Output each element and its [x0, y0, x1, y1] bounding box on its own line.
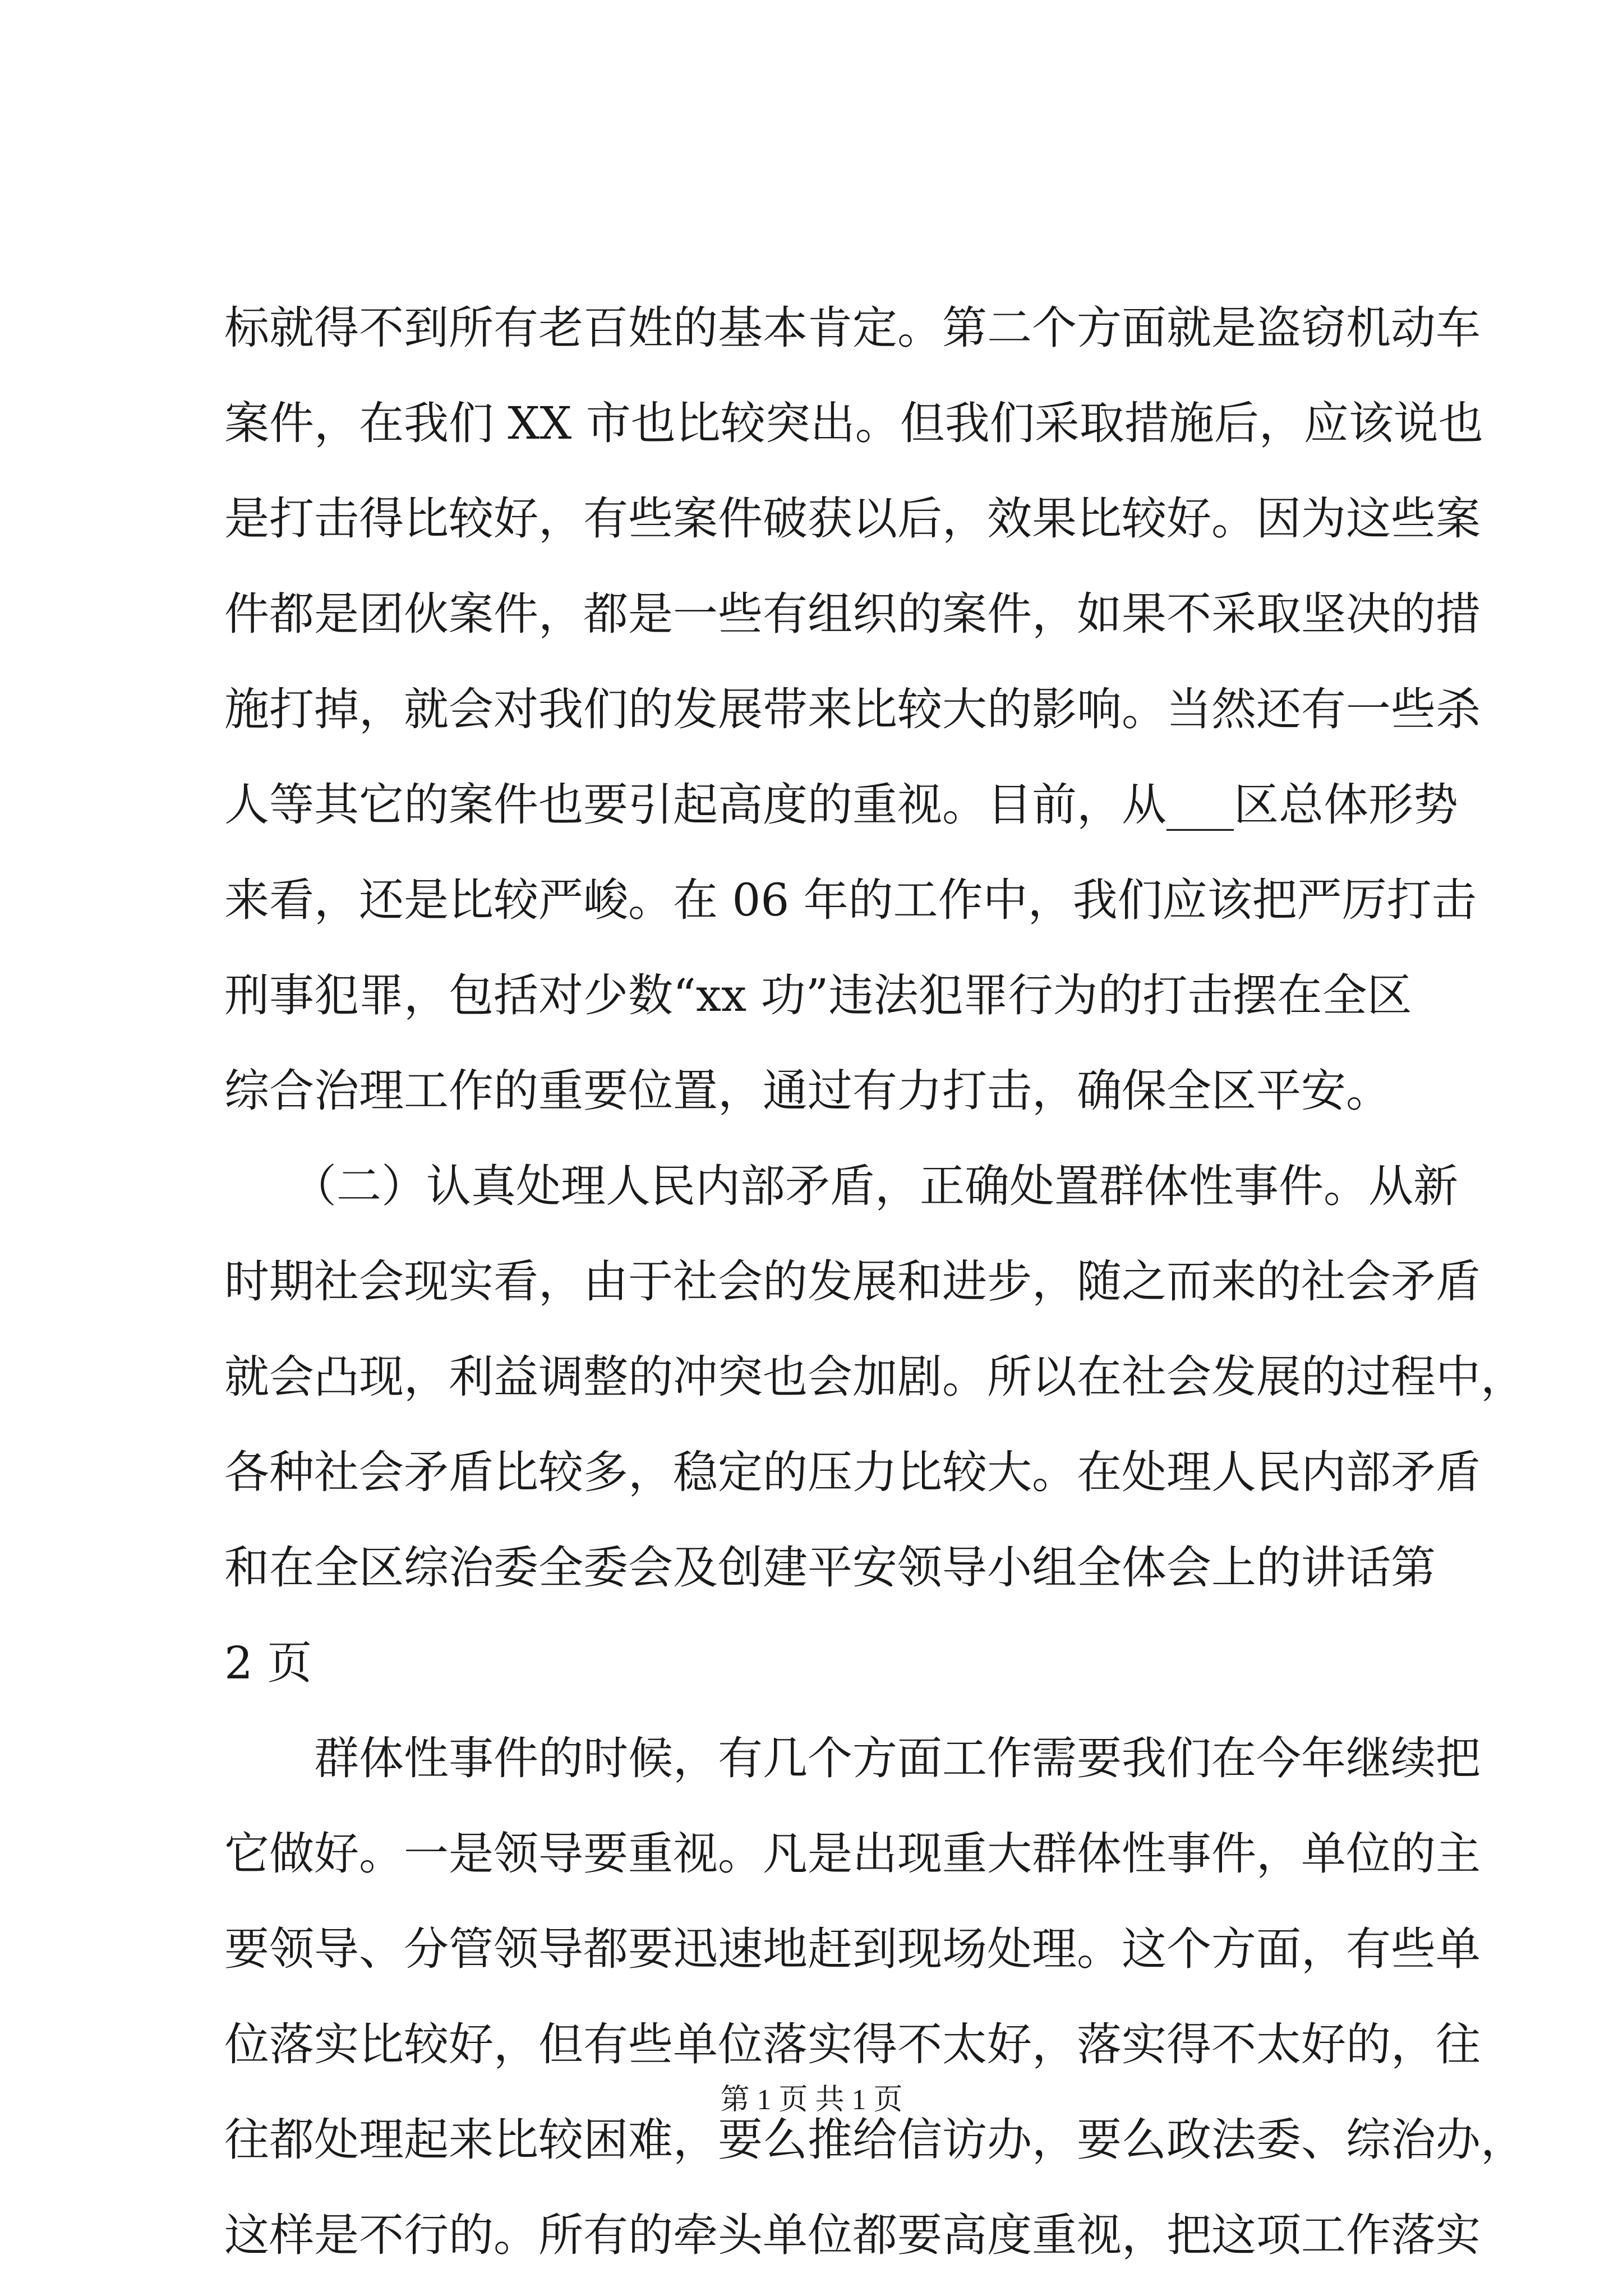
- text-line: 综合治理工作的重要位置，通过有力打击，确保全区平安。: [224, 1065, 1391, 1117]
- text-line: 要领导、分管领导都要迅速地赶到现场处理。这个方面，有些单: [224, 1923, 1481, 1975]
- text-line: 这样是不行的。所有的牵头单位都要高度重视，把这项工作落实: [224, 2209, 1481, 2261]
- text-line: 就会凸现，利益调整的冲突也会加剧。所以在社会发展的过程中，: [224, 1351, 1525, 1403]
- text-line: （二）认真处理人民内部矛盾，正确处置群体性事件。从新: [224, 1160, 1458, 1212]
- text-line: 和在全区综治委全委会及创建平安领导小组全体会上的讲话第: [224, 1542, 1436, 1594]
- text-line: 各种社会矛盾比较多，稳定的压力比较大。在处理人民内部矛盾: [224, 1446, 1481, 1498]
- text-line: 来看，还是比较严峻。在 06 年的工作中，我们应该把严厉打击: [224, 874, 1477, 926]
- text-line: 标就得不到所有老百姓的基本肯定。第二个方面就是盗窃机动车: [224, 302, 1481, 354]
- text-line: 施打掉，就会对我们的发展带来比较大的影响。当然还有一些杀: [224, 683, 1481, 735]
- text-line: 位落实比较好，但有些单位落实得不太好，落实得不太好的，往: [224, 2018, 1481, 2070]
- text-line: 人等其它的案件也要引起高度的重视。目前，从___区总体形势: [224, 779, 1458, 831]
- text-line: 群体性事件的时候，有几个方面工作需要我们在今年继续把: [224, 1732, 1481, 1784]
- text-line: 件都是团伙案件，都是一些有组织的案件，如果不采取坚决的措: [224, 588, 1481, 640]
- body-text: [224, 280, 1525, 2283]
- text-line: 它做好。一是领导要重视。凡是出现重大群体性事件，单位的主: [224, 1828, 1481, 1880]
- page-footer: 第 1 页 共 1 页: [720, 2084, 903, 2116]
- text-line: 2 页: [224, 1637, 312, 1689]
- text-line: 是打击得比较好，有些案件破获以后，效果比较好。因为这些案: [224, 493, 1481, 545]
- text-line: 时期社会现实看，由于社会的发展和进步，随之而来的社会矛盾: [224, 1255, 1481, 1308]
- text-line: 往都处理起来比较困难，要么推给信访办，要么政法委、综治办，: [224, 2114, 1525, 2166]
- text-line: 案件，在我们 XX 市也比较突出。但我们采取措施后，应该说也: [224, 397, 1483, 449]
- text-line: 刑事犯罪，包括对少数“xx 功”违法犯罪行为的打击摆在全区: [224, 969, 1412, 1022]
